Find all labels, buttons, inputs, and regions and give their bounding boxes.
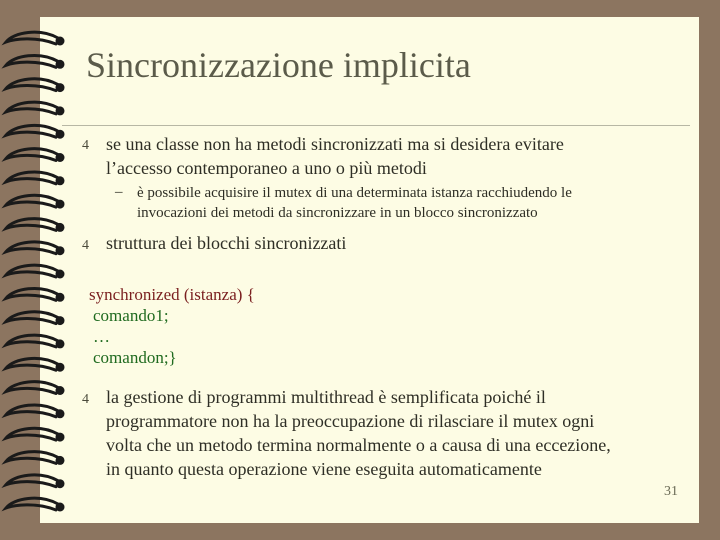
sub-bullet-line-2: invocazioni dei metodi da sincronizzare in un blocco sincronizzato xyxy=(137,205,538,221)
binding-ring xyxy=(6,475,65,488)
binding-ring xyxy=(6,172,65,185)
binding-ring xyxy=(6,265,65,278)
slide-title: Sincronizzazione implicita xyxy=(86,45,471,85)
sub-bullet-marker: – xyxy=(115,184,123,200)
binding-ring xyxy=(6,312,65,325)
code-line-2: comando1; xyxy=(93,306,169,325)
binding-ring xyxy=(6,195,65,208)
code-line-1: synchronized (istanza) { xyxy=(89,285,255,304)
bullet-marker: 4 xyxy=(82,392,89,407)
binding-ring xyxy=(6,498,65,511)
binding-ring xyxy=(6,32,65,45)
bullet-marker: 4 xyxy=(82,238,89,253)
code-line-3: … xyxy=(93,327,110,346)
code-line-4: comandon;} xyxy=(93,348,177,367)
sub-bullet-line-1: è possibile acquisire il mutex di una determinata istanza racchiudendo le xyxy=(137,185,572,201)
binding-ring xyxy=(6,335,65,348)
page-number: 31 xyxy=(664,484,678,499)
binding-ring xyxy=(6,56,65,69)
bullet-3-line-4: in quanto questa operazione viene eseguita automaticamente xyxy=(106,459,542,479)
code-block xyxy=(89,284,255,368)
binding-ring xyxy=(6,382,65,395)
binding-ring xyxy=(6,79,65,92)
bullet-1-line-2: l’accesso contemporaneo a uno o più metodi xyxy=(106,158,427,178)
binding-ring xyxy=(6,125,65,138)
bullet-2-text xyxy=(106,231,346,255)
bullet-1-text xyxy=(106,132,564,180)
spiral-binding-icon xyxy=(0,0,80,540)
binding-ring xyxy=(6,149,65,162)
binding-ring xyxy=(6,289,65,302)
binding-ring xyxy=(6,358,65,371)
bullet-3-line-1: la gestione di programmi multithread è semplificata poiché il xyxy=(106,387,546,407)
bullet-2-line-1: struttura dei blocchi sincronizzati xyxy=(106,233,347,253)
binding-ring xyxy=(6,242,65,255)
sub-bullet-text xyxy=(137,183,572,223)
binding-ring xyxy=(6,405,65,418)
binding-ring xyxy=(6,219,65,232)
bullet-marker: 4 xyxy=(82,138,89,153)
binding-ring xyxy=(6,428,65,441)
bullet-3-line-3: volta che un metodo termina normalmente o a causa di una eccezione, xyxy=(106,435,611,455)
bullet-3-text xyxy=(106,385,611,481)
bullet-1-line-1: se una classe non ha metodi sincronizzati ma si desidera evitare xyxy=(106,134,564,154)
binding-ring xyxy=(6,102,65,115)
binding-ring xyxy=(6,452,65,465)
title-divider xyxy=(62,125,690,126)
bullet-3-line-2: programmatore non ha la preoccupazione di rilasciare il mutex ogni xyxy=(106,411,595,431)
